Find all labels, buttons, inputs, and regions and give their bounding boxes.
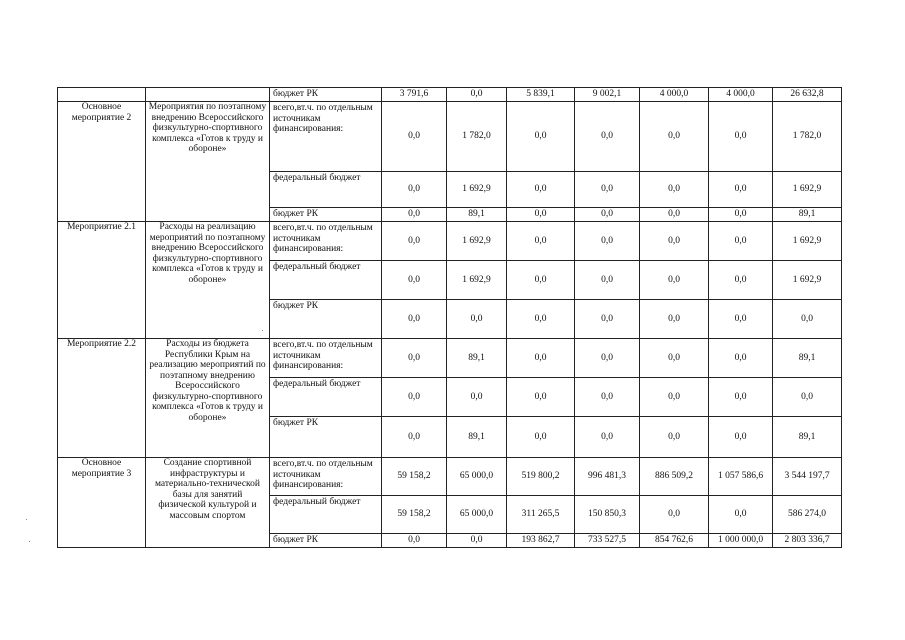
funding-source: бюджет РК [270,88,382,102]
year-value-cell: 0,0 [640,378,709,417]
year-value-cell: 0,0 [640,208,709,222]
year-value-cell: 65 000,0 [447,496,507,534]
activity-name: Основное мероприятие 2 [58,102,146,222]
total-value-cell: 1 692,9 [773,261,842,300]
funding-source: федеральный бюджет [270,378,382,417]
year-value-cell: 0,0 [382,534,447,548]
year-value-cell: 0,0 [640,339,709,378]
scan-speck [262,330,263,331]
year-value-cell: 0,0 [382,102,447,172]
year-value-cell: 0,0 [575,300,640,339]
year-value-cell: 4 000,0 [709,88,773,102]
table-row [58,222,842,261]
year-value-cell: 0,0 [507,378,575,417]
year-value-cell: 150 850,3 [575,496,640,534]
year-value-cell: 1 692,9 [447,172,507,208]
total-value-cell: 3 544 197,7 [773,458,842,496]
activity-description: Расходы из бюджета Республики Крым на реализацию мероприятий по поэтапному внедрению Всероссийского физкультурно-спортивного комплекса «Готов к труду и обороне» [146,339,270,458]
year-value-cell: 9 002,1 [575,88,640,102]
total-value-cell: 586 274,0 [773,496,842,534]
activity-name [58,88,146,102]
table-row [58,339,842,378]
year-value-cell: 1 000 000,0 [709,534,773,548]
funding-source: федеральный бюджет [270,496,382,534]
funding-source: бюджет РК [270,534,382,548]
year-value-cell: 886 509,2 [640,458,709,496]
funding-source: федеральный бюджет [270,172,382,208]
scan-speck [26,519,27,520]
year-value-cell: 519 800,2 [507,458,575,496]
year-value-cell: 0,0 [640,102,709,172]
year-value-cell: 0,0 [507,339,575,378]
year-value-cell: 0,0 [709,261,773,300]
funding-source: бюджет РК [270,300,382,339]
year-value-cell: 0,0 [575,222,640,261]
total-value-cell: 0,0 [773,300,842,339]
year-value-cell: 1 692,9 [447,222,507,261]
year-value-cell: 0,0 [709,172,773,208]
total-value-cell: 1 782,0 [773,102,842,172]
year-value-cell: 0,0 [709,378,773,417]
year-value-cell: 0,0 [382,172,447,208]
year-value-cell: 0,0 [382,339,447,378]
year-value-cell: 996 481,3 [575,458,640,496]
year-value-cell: 65 000,0 [447,458,507,496]
year-value-cell: 89,1 [447,208,507,222]
year-value-cell: 0,0 [640,172,709,208]
year-value-cell: 1 057 586,6 [709,458,773,496]
total-value-cell: 1 692,9 [773,172,842,208]
year-value-cell: 59 158,2 [382,458,447,496]
year-value-cell: 4 000,0 [640,88,709,102]
table-row [58,458,842,496]
year-value-cell: 0,0 [382,378,447,417]
year-value-cell: 0,0 [640,496,709,534]
year-value-cell: 0,0 [447,88,507,102]
total-value-cell: 89,1 [773,339,842,378]
year-value-cell: 89,1 [447,417,507,458]
total-value-cell: 0,0 [773,378,842,417]
total-value-cell: 26 632,8 [773,88,842,102]
year-value-cell: 0,0 [382,222,447,261]
year-value-cell: 0,0 [575,102,640,172]
year-value-cell: 0,0 [507,261,575,300]
year-value-cell: 0,0 [709,496,773,534]
year-value-cell: 0,0 [507,222,575,261]
year-value-cell: 1 692,9 [447,261,507,300]
year-value-cell: 0,0 [447,300,507,339]
year-value-cell: 0,0 [640,222,709,261]
year-value-cell: 0,0 [709,339,773,378]
year-value-cell: 5 839,1 [507,88,575,102]
funding-source: всего,вт.ч. по отдельным источникам финансирования: [270,102,382,172]
year-value-cell: 0,0 [575,339,640,378]
year-value-cell: 0,0 [382,417,447,458]
year-value-cell: 0,0 [447,378,507,417]
year-value-cell: 854 762,6 [640,534,709,548]
table-row [58,88,842,102]
activity-description: Мероприятия по поэтапному внедрению Всероссийского физкультурно-спортивного комплекса «Готов к труду и обороне» [146,102,270,222]
year-value-cell: 0,0 [575,172,640,208]
funding-source: бюджет РК [270,208,382,222]
activity-description: Расходы на реализацию мероприятий по поэтапному внедрению Всероссийского физкультурно-спортивного комплекса «Готов к труду и обороне» [146,222,270,339]
funding-source: всего,вт.ч. по отдельным источникам финансирования: [270,458,382,496]
year-value-cell: 59 158,2 [382,496,447,534]
year-value-cell: 0,0 [575,261,640,300]
year-value-cell: 0,0 [640,261,709,300]
year-value-cell: 1 782,0 [447,102,507,172]
activity-description [146,88,270,102]
year-value-cell: 0,0 [709,222,773,261]
funding-source: всего,вт.ч. по отдельным источникам финансирования: [270,222,382,261]
year-value-cell: 0,0 [507,208,575,222]
total-value-cell: 2 803 336,7 [773,534,842,548]
activity-name: Основное мероприятие 3 [58,458,146,548]
activity-name: Мероприятие 2.1 [58,222,146,339]
activity-name: Мероприятие 2.2 [58,339,146,458]
year-value-cell: 0,0 [709,208,773,222]
total-value-cell: 1 692,9 [773,222,842,261]
funding-table [57,87,842,548]
year-value-cell: 0,0 [575,378,640,417]
year-value-cell: 193 862,7 [507,534,575,548]
funding-source: всего,вт.ч. по отдельным источникам финансирования: [270,339,382,378]
year-value-cell: 0,0 [382,300,447,339]
total-value-cell: 89,1 [773,417,842,458]
year-value-cell: 0,0 [640,417,709,458]
year-value-cell: 0,0 [507,300,575,339]
year-value-cell: 0,0 [709,300,773,339]
year-value-cell: 0,0 [709,417,773,458]
year-value-cell: 0,0 [507,417,575,458]
year-value-cell: 3 791,6 [382,88,447,102]
year-value-cell: 0,0 [382,208,447,222]
funding-source: федеральный бюджет [270,261,382,300]
year-value-cell: 0,0 [507,102,575,172]
year-value-cell: 0,0 [575,208,640,222]
year-value-cell: 0,0 [709,102,773,172]
year-value-cell: 89,1 [447,339,507,378]
activity-description: Создание спортивной инфраструктуры и материально-технической базы для занятий физической культурой и массовым спортом [146,458,270,548]
funding-source: бюджет РК [270,417,382,458]
year-value-cell: 0,0 [640,300,709,339]
total-value-cell: 89,1 [773,208,842,222]
year-value-cell: 311 265,5 [507,496,575,534]
year-value-cell: 0,0 [382,261,447,300]
table-row [58,102,842,172]
year-value-cell: 0,0 [507,172,575,208]
year-value-cell: 0,0 [447,534,507,548]
year-value-cell: 0,0 [575,417,640,458]
scan-speck [29,541,30,542]
year-value-cell: 733 527,5 [575,534,640,548]
